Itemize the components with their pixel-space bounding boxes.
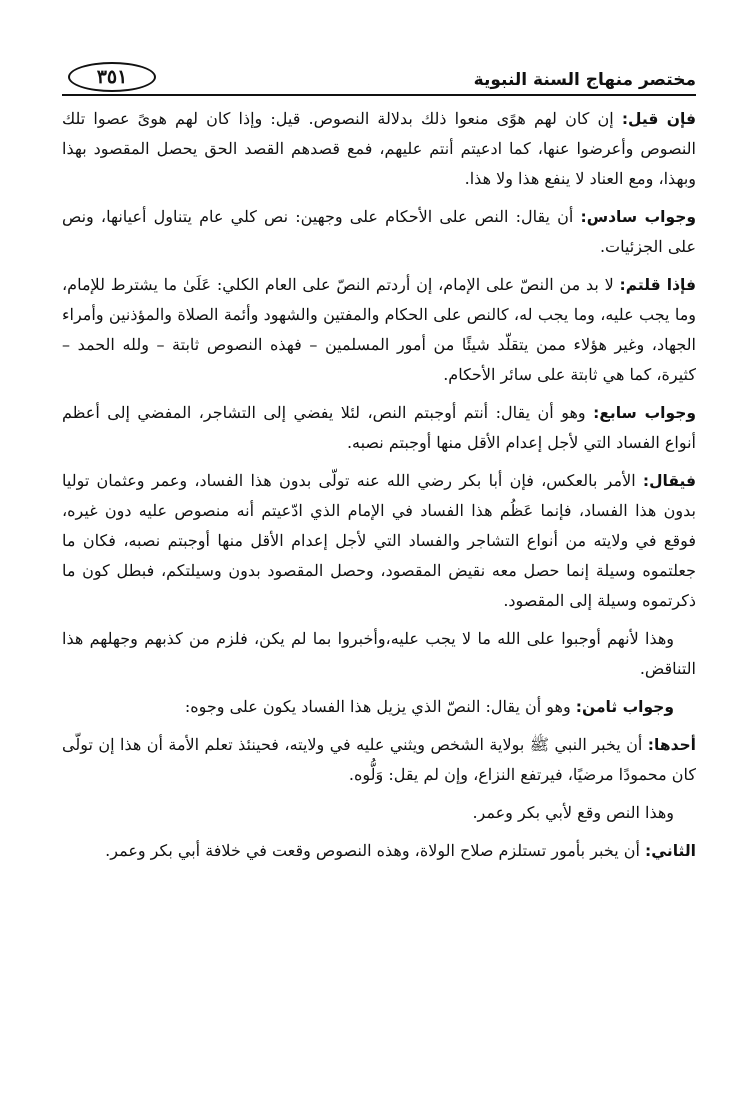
paragraph (62, 730, 696, 790)
paragraph (62, 692, 696, 722)
page-body (62, 104, 696, 874)
paragraph-lead: فإن قيل: (621, 110, 697, 128)
paragraph-text: إن كان لهم هوًى منعوا ذلك بدلالة النصوص. قيل: وإذا كان لهم هوىً عصوا تلك النصوص وأعرضوا عنها، كما ادعيتم أنتم عليهم، فمع قصدهم القصد الحق يحصل المقصود بهذا وبهذا، ومع العناد لا ينفع هذا ولا هذا. (62, 109, 696, 188)
paragraph-text: الأمر بالعكس، فإن أبا بكر رضي الله عنه تولّى بدون هذا الفساد، وعمر وعثمان توليا بدون هذا الفساد، فإنما عَظُم هذا الفساد في الإمام الذي ادّعيتم أنه منصوص عليه دون غيره، فوقع في ولايته من أنواع التشاجر والفساد التي لأجل إعدام الأقل منها أوجبتم نصبه، فكان ما جعلتموه وسيلة إنما حصل معه نقيض المقصود، وحصل المقصود بدون وسيلتكم، فبطل كون ما ذكرتموه وسيلة إلى المقصود. (62, 471, 697, 610)
paragraph (62, 104, 696, 194)
page-header (62, 56, 696, 96)
paragraph-text: أن يقال: النص على الأحكام على وجهين: نص كلي عام يتناول أعيانها، ونص على الجزئيات. (62, 207, 696, 256)
paragraph-text: وهذا لأنهم أوجبوا على الله ما لا يجب عليه،وأخبروا بما لم يكن، فلزم من كذبهم وجهلهم هذا التناقض. (62, 629, 696, 678)
paragraph (62, 624, 696, 684)
paragraph-text: وهذا النص وقع لأبي بكر وعمر. (472, 803, 674, 822)
paragraph-lead: أحدها: (647, 736, 696, 754)
paragraph (62, 836, 696, 866)
paragraph-text: لا بد من النصّ على الإمام، إن أردتم النصّ على العام الكلي: عَلَىٰ ما يشترط للإمام، وما يجب عليه، وما يجب له، كالنص على الحكام والمفتين والشهود وأئمة الصلاة والمؤذنين وأمراء الجهاد، وغير هؤلاء ممن يتقلّد شيئًا من أمور المسلمين – فهذه النصوص ثابتة – ولله الحمد – كثيرة، كما هي ثابتة على سائر الأحكام. (62, 275, 696, 384)
paragraph-lead: وجواب سادس: (580, 208, 696, 226)
paragraph (62, 270, 696, 390)
paragraph (62, 466, 696, 616)
paragraph-text: أن يخبر بأمور تستلزم صلاح الولاة، وهذه النصوص وقعت في خلافة أبي بكر وعمر. (105, 841, 646, 860)
paragraph-lead: فيقال: (642, 472, 696, 490)
paragraph-text: أن يخبر النبي ﷺ بولاية الشخص ويثني عليه في ولايته، فحينئذ تعلم الأمة أن هذا إن تولّى كان محمودًا مرضيًا، فيرتفع النزاع، وإن لم يقل: وَلُّوه. (62, 735, 696, 784)
header-rule (62, 94, 696, 96)
page-number: ٣٥١ (68, 62, 156, 92)
paragraph-lead: فإذا قلتم: (619, 276, 697, 294)
paragraph-lead: وجواب سابع: (593, 404, 696, 422)
paragraph (62, 398, 696, 458)
paragraph-lead: الثاني: (645, 842, 696, 860)
paragraph (62, 202, 696, 262)
paragraph-text: وهو أن يقال: النصّ الذي يزيل هذا الفساد يكون على وجوه: (184, 697, 576, 716)
paragraph-text: وهو أن يقال: أنتم أوجبتم النص، لئلا يفضي إلى التشاجر، المفضي إلى أعظم أنواع الفساد التي لأجل إعدام الأقل منها أوجبتم نصبه. (62, 403, 696, 452)
paragraph-lead: وجواب ثامن: (575, 698, 674, 716)
paragraph (62, 798, 696, 828)
running-title: مختصر منهاج السنة النبوية (473, 70, 696, 90)
